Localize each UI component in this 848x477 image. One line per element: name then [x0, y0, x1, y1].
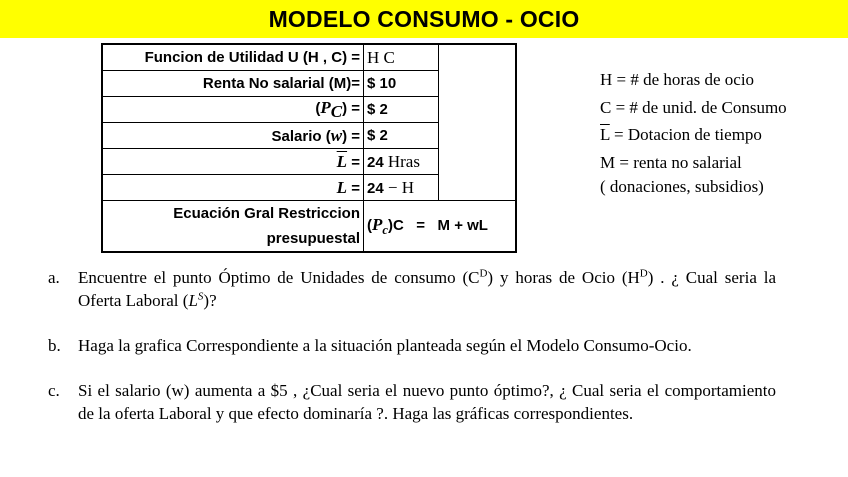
consumption-price-open: (: [315, 99, 321, 117]
time-endowment-symbol: $\overline{L}$: [336, 151, 348, 171]
wage-label-close: ) =: [342, 127, 360, 145]
question-letter: b.: [48, 336, 61, 355]
table-row: [102, 201, 516, 253]
equation-price-symbol: P: [372, 214, 383, 234]
page-title: MODELO CONSUMO - OCIO: [268, 5, 580, 32]
budget-constraint-label: [102, 201, 364, 253]
legend-subsidies-note: ( donaciones, subsidios): [600, 177, 764, 196]
question-a-sup2: D: [639, 267, 648, 280]
empty-column: [439, 44, 517, 201]
budget-constraint-label-line1: Ecuación Gral Restriccion: [173, 205, 360, 222]
labor-number: 24: [367, 179, 384, 197]
consumption-price-label: [102, 97, 364, 123]
title-banner: [0, 0, 848, 38]
question-a-labor-symbol: L: [188, 291, 198, 310]
time-endowment-equals: =: [347, 153, 360, 171]
labor-value: [364, 175, 439, 201]
utility-function-value: [364, 44, 439, 71]
legend-consumption-units: C = # de unid. de Consumo: [600, 97, 787, 117]
question-c: [48, 379, 776, 425]
time-endowment-number: 24: [367, 153, 384, 171]
table-row: [102, 44, 516, 71]
consumption-price-symbol: P: [320, 97, 331, 117]
equation-rest: C = M + wL: [392, 216, 488, 234]
question-a: [48, 266, 776, 312]
parameters-table: [101, 43, 517, 253]
legend-leisure-hours: H = # de horas de ocio: [600, 70, 755, 89]
wage-symbol: w: [330, 125, 343, 145]
question-a-sup3: S: [197, 290, 204, 303]
utility-function-text: H C: [367, 47, 395, 67]
question-text: [78, 266, 776, 312]
question-a-sup1: D: [479, 267, 488, 280]
consumption-price-value: $ 2: [364, 97, 439, 123]
variable-legend: [600, 66, 787, 198]
question-text: Si el salario (w) aumenta a $5 , ¿Cual seria el nuevo punto óptimo?, ¿ Cual seria el comportamiento de la oferta Laboral y que efecto dominaría ?. Haga las gráficas correspondientes.: [78, 381, 776, 423]
question-a-part2: ) y horas de Ocio (H: [487, 268, 640, 287]
wage-label: [102, 123, 364, 149]
question-letter: c.: [48, 381, 60, 400]
wage-value: $ 2: [364, 123, 439, 149]
equation-price-subscript: c: [382, 222, 388, 237]
legend-time-endowment-symbol: $\overline{L}$: [600, 125, 610, 144]
labor-label: [102, 175, 364, 201]
non-wage-income-label: Renta No salarial (M)=: [102, 71, 364, 97]
legend-time-endowment: $\overline{L}$ = Dotacion de tiempo: [600, 125, 762, 144]
non-wage-income-value: $ 10: [364, 71, 439, 97]
time-endowment-label: [102, 149, 364, 175]
utility-function-label: Funcion de Utilidad U (H , C) =: [102, 44, 364, 71]
consumption-price-close: ) =: [342, 99, 360, 117]
time-endowment-value: [364, 149, 439, 175]
time-endowment-unit: Hras: [387, 151, 420, 171]
labor-equals: =: [347, 179, 360, 197]
question-text: Haga la grafica Correspondiente a la situación planteada según el Modelo Consumo-Ocio.: [78, 336, 692, 355]
question-a-part3: ) . ¿ Cual seria la Oferta Laboral (: [78, 268, 776, 310]
labor-minus-h: − H: [387, 177, 414, 197]
budget-constraint-label-line2: presupuestal: [266, 230, 360, 247]
wage-label-text: Salario (: [271, 127, 331, 145]
question-a-part5: )?: [203, 291, 217, 310]
budget-constraint-equation: $(P_c)C = M$ + wL: [364, 201, 517, 253]
question-letter: a.: [48, 268, 60, 287]
questions-list: [48, 266, 776, 447]
consumption-price-subscript: C: [330, 101, 343, 121]
legend-non-wage-income: M = renta no salarial: [600, 152, 742, 172]
labor-symbol: L: [336, 177, 348, 197]
question-b: [48, 334, 776, 357]
question-a-part1: Encuentre el punto Óptimo de Unidades de consumo (C: [78, 268, 480, 287]
